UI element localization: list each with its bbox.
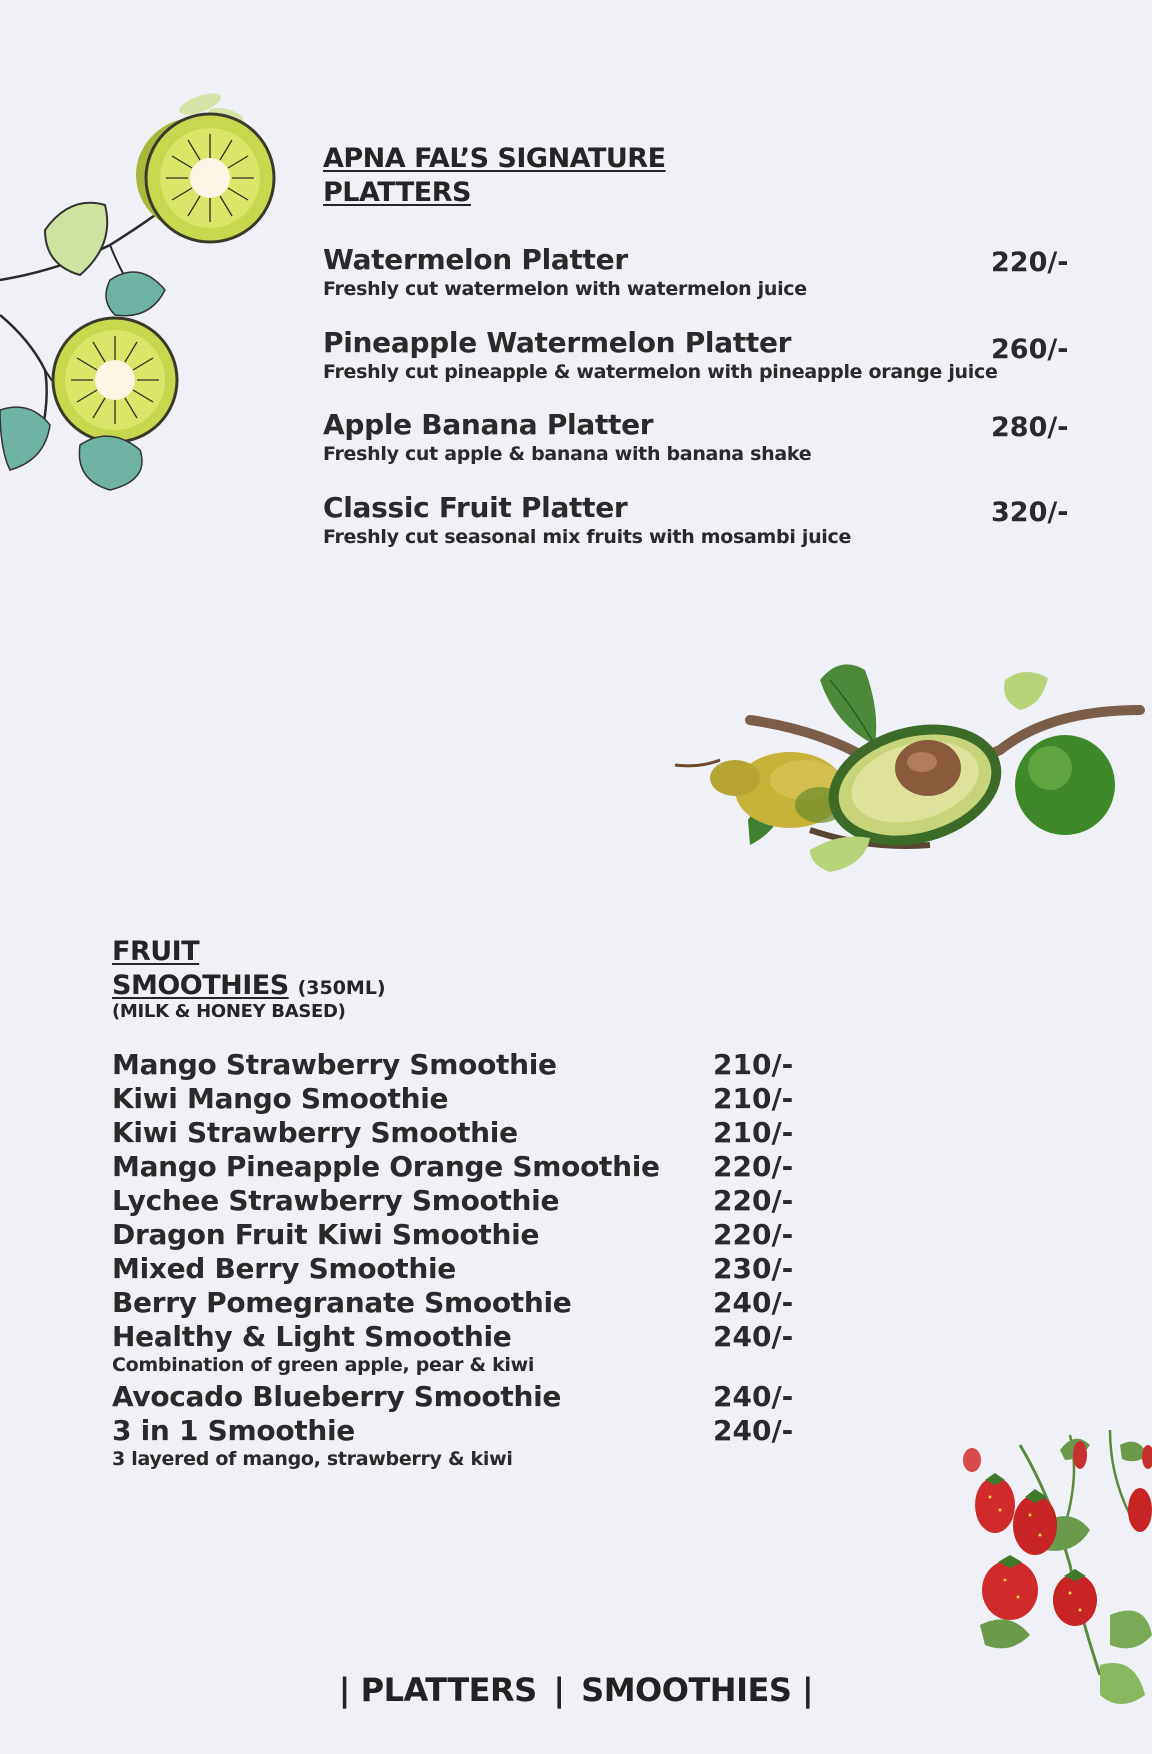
- smoothies-subtitle: (MILK & HONEY BASED): [112, 1001, 346, 1022]
- smoothie-price: 240/-: [713, 1320, 794, 1353]
- footer-nav-platters: PLATTERS: [360, 1671, 537, 1709]
- platter-item: [323, 408, 1083, 466]
- pear-icon: [675, 752, 845, 828]
- smoothie-item: [112, 1116, 812, 1150]
- smoothie-item: [112, 1414, 812, 1470]
- platter-price: 320/-: [991, 497, 1069, 528]
- smoothie-name: Avocado Blueberry Smoothie: [112, 1380, 562, 1413]
- smoothie-name: Lychee Strawberry Smoothie: [112, 1184, 560, 1217]
- avocado-pear-lime-illustration: [670, 650, 1152, 890]
- smoothies-section-title: [112, 935, 386, 1005]
- platter-item: [323, 491, 1083, 549]
- smoothie-name: Mango Strawberry Smoothie: [112, 1048, 557, 1081]
- smoothie-name: 3 in 1 Smoothie: [112, 1414, 355, 1447]
- platter-price: 220/-: [991, 247, 1069, 278]
- smoothie-name: Kiwi Mango Smoothie: [112, 1082, 449, 1115]
- smoothie-item: [112, 1082, 812, 1116]
- smoothie-item: [112, 1252, 812, 1286]
- smoothie-price: 220/-: [713, 1218, 794, 1251]
- smoothie-item: [112, 1320, 812, 1376]
- smoothie-name: Dragon Fruit Kiwi Smoothie: [112, 1218, 540, 1251]
- smoothie-name: Kiwi Strawberry Smoothie: [112, 1116, 518, 1149]
- smoothie-item: [112, 1380, 812, 1414]
- kiwi-slice-top-icon: [136, 114, 274, 242]
- smoothie-price: 240/-: [713, 1380, 794, 1413]
- platter-description: Freshly cut pineapple & watermelon with pineapple orange juice: [323, 361, 998, 383]
- smoothie-name: Berry Pomegranate Smoothie: [112, 1286, 572, 1319]
- platter-description: Freshly cut seasonal mix fruits with mosambi juice: [323, 526, 852, 548]
- lime-icon: [1004, 672, 1115, 835]
- smoothie-price: 210/-: [713, 1048, 794, 1081]
- footer-separator: |: [338, 1671, 350, 1709]
- platters-title-line2: PLATTERS: [323, 177, 471, 208]
- smoothie-price: 210/-: [713, 1082, 794, 1115]
- smoothie-description: Combination of green apple, pear & kiwi: [112, 1354, 535, 1376]
- strawberry-plant-illustration: [960, 1415, 1152, 1715]
- smoothie-description: 3 layered of mango, strawberry & kiwi: [112, 1448, 513, 1470]
- platter-name: Apple Banana Platter: [323, 408, 654, 441]
- smoothie-price: 240/-: [713, 1286, 794, 1319]
- platter-price: 280/-: [991, 412, 1069, 443]
- smoothie-price: 230/-: [713, 1252, 794, 1285]
- platter-name: Classic Fruit Platter: [323, 491, 628, 524]
- footer-separator: |: [802, 1671, 814, 1709]
- footer-nav-smoothies: SMOOTHIES: [581, 1671, 792, 1709]
- smoothie-name: Mango Pineapple Orange Smoothie: [112, 1150, 660, 1183]
- platters-section-title: [323, 142, 743, 210]
- kiwi-slice-bottom-icon: [53, 318, 177, 442]
- platter-item: [323, 326, 1083, 384]
- platter-description: Freshly cut watermelon with watermelon juice: [323, 278, 807, 300]
- smoothie-name: Mixed Berry Smoothie: [112, 1252, 456, 1285]
- platter-item: [323, 243, 1083, 301]
- kiwi-branch-illustration: [0, 80, 300, 500]
- platter-name: Watermelon Platter: [323, 243, 628, 276]
- platter-price: 260/-: [991, 334, 1069, 365]
- platters-title-line1: APNA FAL’S SIGNATURE: [323, 143, 666, 174]
- smoothies-title-line1: FRUIT: [112, 936, 200, 967]
- smoothie-item: [112, 1048, 812, 1082]
- smoothie-name: Healthy & Light Smoothie: [112, 1320, 512, 1353]
- smoothie-price: 240/-: [713, 1414, 794, 1447]
- smoothie-item: [112, 1218, 812, 1252]
- footer-section-nav: [0, 1671, 1152, 1709]
- platter-name: Pineapple Watermelon Platter: [323, 326, 792, 359]
- smoothies-title-line2: SMOOTHIES: [112, 970, 289, 1001]
- smoothie-price: 220/-: [713, 1184, 794, 1217]
- footer-separator: |: [553, 1671, 565, 1709]
- platter-description: Freshly cut apple & banana with banana shake: [323, 443, 812, 465]
- smoothies-volume: (350ML): [297, 977, 386, 999]
- smoothie-item: [112, 1184, 812, 1218]
- smoothie-price: 220/-: [713, 1150, 794, 1183]
- smoothie-item: [112, 1150, 812, 1184]
- smoothie-price: 210/-: [713, 1116, 794, 1149]
- smoothie-item: [112, 1286, 812, 1320]
